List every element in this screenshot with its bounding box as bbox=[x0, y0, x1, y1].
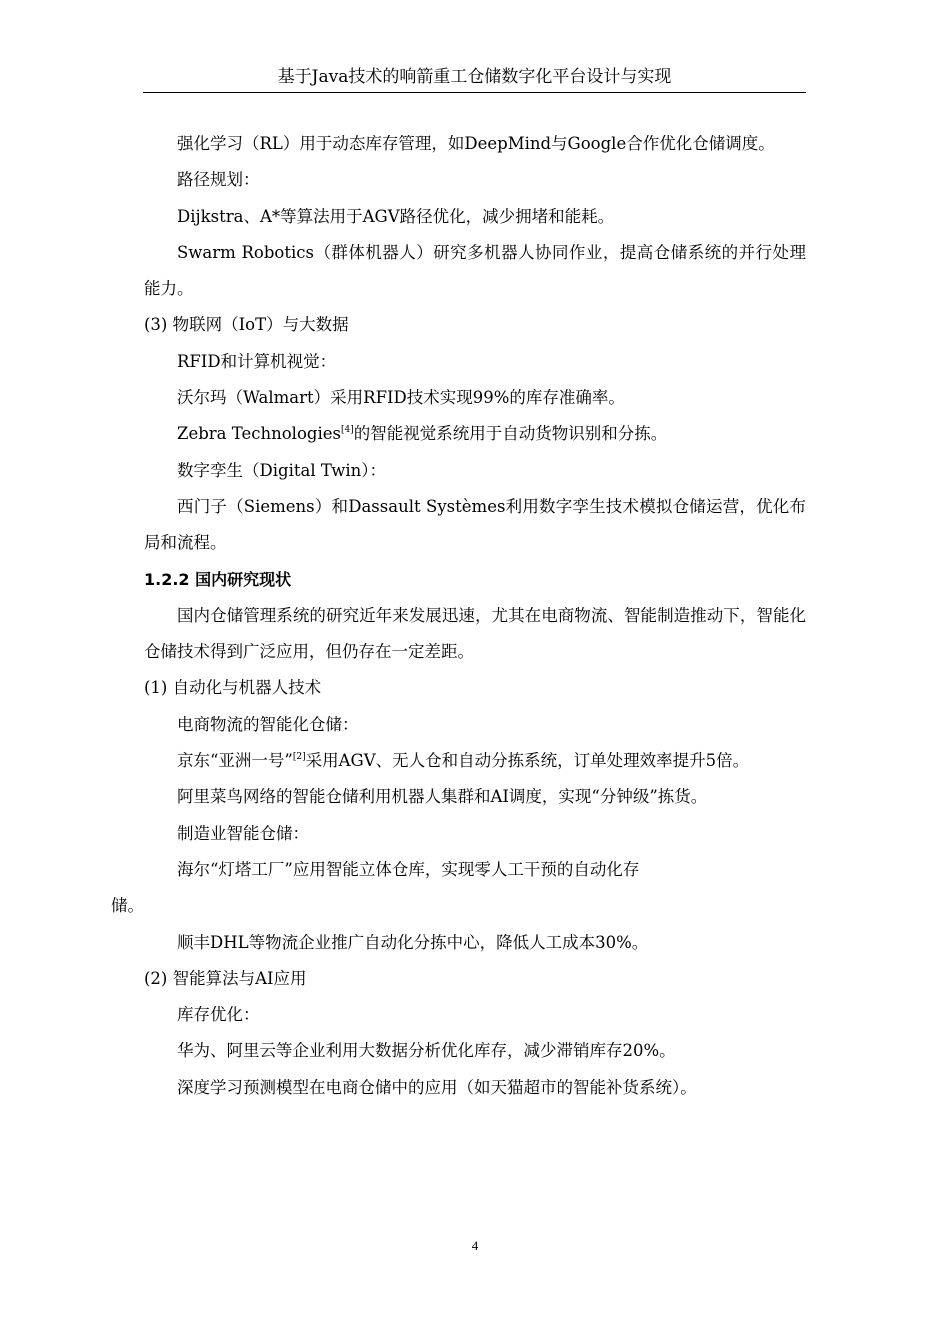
citation-link[interactable]: [4] bbox=[340, 425, 354, 436]
body-text bbox=[111, 126, 806, 1106]
paragraph: 库存优化： bbox=[177, 1005, 260, 1025]
paragraph: 电商物流的智能化仓储： bbox=[177, 714, 359, 734]
paragraph: Swarm Robotics（群体机器人）研究多机器人协同作业，提高仓储系统的并行处理能力。 bbox=[144, 242, 806, 299]
paragraph: 强化学习（RL）用于动态库存管理，如DeepMind与Google合作优化仓储调度。 bbox=[177, 134, 775, 153]
list-heading: (1) 自动化与机器人技术 bbox=[144, 678, 322, 698]
paragraph-text: Zebra Technologies bbox=[177, 424, 341, 444]
paragraph bbox=[144, 743, 806, 779]
running-header: 基于Java技术的响箭重工仓储数字化平台设计与实现 bbox=[277, 67, 672, 87]
paragraph: 华为、阿里云等企业利用大数据分析优化库存，减少滞销库存20%。 bbox=[177, 1041, 676, 1061]
paragraph: 路径规划： bbox=[177, 170, 260, 190]
page-number: 4 bbox=[471, 1238, 479, 1253]
paragraph: 制造业智能仓储： bbox=[177, 823, 309, 843]
paragraph bbox=[144, 416, 806, 452]
list-heading: (2) 智能算法与AI应用 bbox=[144, 968, 307, 988]
paragraph: 沃尔玛（Walmart）采用RFID技术实现99%的库存准确率。 bbox=[177, 388, 625, 408]
paragraph: RFID和计算机视觉： bbox=[177, 351, 337, 371]
paragraph-text: 京东“亚洲一号” bbox=[177, 751, 293, 771]
paragraph bbox=[111, 852, 806, 925]
section-heading: 1.2.2 国内研究现状 bbox=[144, 569, 292, 589]
header-divider bbox=[143, 92, 806, 93]
paragraph-text: 海尔“灯塔工厂”应用智能立体仓库，实现零人工干预的自动化存 bbox=[177, 859, 640, 879]
paragraph: 阿里菜鸟网络的智能仓储利用机器人集群和AI调度，实现“分钟级”拣货。 bbox=[177, 787, 708, 807]
paragraph-text: 的智能视觉系统用于自动货物识别和分拣。 bbox=[353, 424, 668, 444]
paragraph-text: 储。 bbox=[111, 896, 144, 916]
paragraph: 西门子（Siemens）和Dassault Systèmes利用数字孪生技术模拟仓储运营，优化布局和流程。 bbox=[144, 496, 806, 553]
paragraph: 数字孪生（Digital Twin）： bbox=[177, 460, 387, 480]
paragraph: 深度学习预测模型在电商仓储中的应用（如天猫超市的智能补货系统）。 bbox=[177, 1077, 697, 1097]
paragraph-text: 采用AGV、无人仓和自动分拣系统，订单处理效率提升5倍。 bbox=[305, 751, 750, 771]
paragraph: 顺丰DHL等物流企业推广自动化分拣中心，降低人工成本30%。 bbox=[177, 932, 649, 952]
paragraph: Dijkstra、A*等算法用于AGV路径优化，减少拥堵和能耗。 bbox=[177, 206, 615, 226]
paragraph: 国内仓储管理系统的研究近年来发展迅速，尤其在电商物流、智能制造推动下，智能化仓储技术得到广泛应用，但仍存在一定差距。 bbox=[144, 605, 806, 662]
list-heading: (3) 物联网（IoT）与大数据 bbox=[144, 315, 349, 335]
citation-link[interactable]: [2] bbox=[292, 752, 306, 763]
